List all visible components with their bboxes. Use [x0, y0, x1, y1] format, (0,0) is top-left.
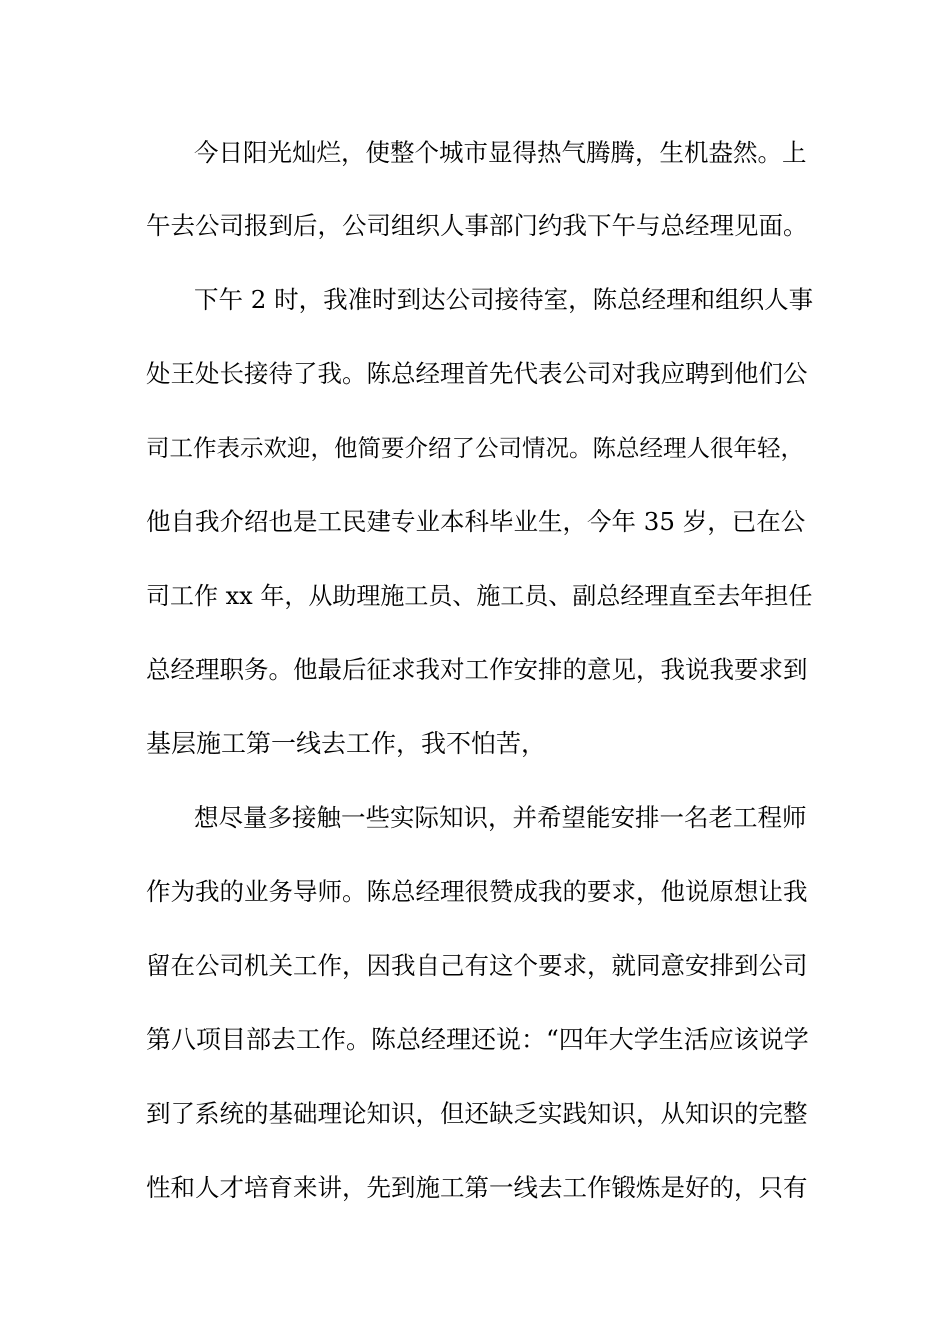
paragraph-2-line-6: 总经理职务。他最后征求我对工作安排的意见，我说我要求到 [146, 655, 808, 684]
paragraph-3-line-3: 留在公司机关工作，因我自己有这个要求，就同意安排到公司 [146, 951, 808, 980]
paragraph-2-line-2: 处王处长接待了我。陈总经理首先代表公司对我应聘到他们公 [146, 359, 808, 388]
paragraph-2-line-4: 他自我介绍也是工民建专业本科毕业生，今年 35 岁，已在公 [146, 507, 806, 536]
paragraph-2-line-3: 司工作表示欢迎，他简要介绍了公司情况。陈总经理人很年轻， [146, 434, 804, 462]
paragraph-2-line-5: 司工作 xx 年，从助理施工员、施工员、副总经理直至去年担任 [146, 582, 813, 610]
paragraph-3-line-2: 作为我的业务导师。陈总经理很赞成我的要求，他说原想让我 [146, 877, 808, 906]
paragraph-3-line-6: 性和人才培育来讲，先到施工第一线去工作锻炼是好的，只有 [146, 1173, 808, 1202]
paragraph-1-line-1: 今日阳光灿烂，使整个城市显得热气腾腾，生机盎然。上 [194, 138, 807, 167]
paragraph-3-line-5: 到了系统的基础理论知识，但还缺乏实践知识，从知识的完整 [146, 1099, 808, 1128]
paragraph-3-line-1: 想尽量多接触一些实际知识，并希望能安排一名老工程师 [194, 803, 807, 832]
paragraph-2-line-7: 基层施工第一线去工作，我不怕苦， [146, 729, 547, 758]
paragraph-1-line-2: 午去公司报到后，公司组织人事部门约我下午与总经理见面。 [146, 211, 808, 240]
paragraph-2-line-1: 下午 2 时，我准时到达公司接待室，陈总经理和组织人事 [194, 285, 814, 314]
paragraph-3-line-4: 第八项目部去工作。陈总经理还说：“四年大学生活应该说学 [146, 1025, 809, 1054]
